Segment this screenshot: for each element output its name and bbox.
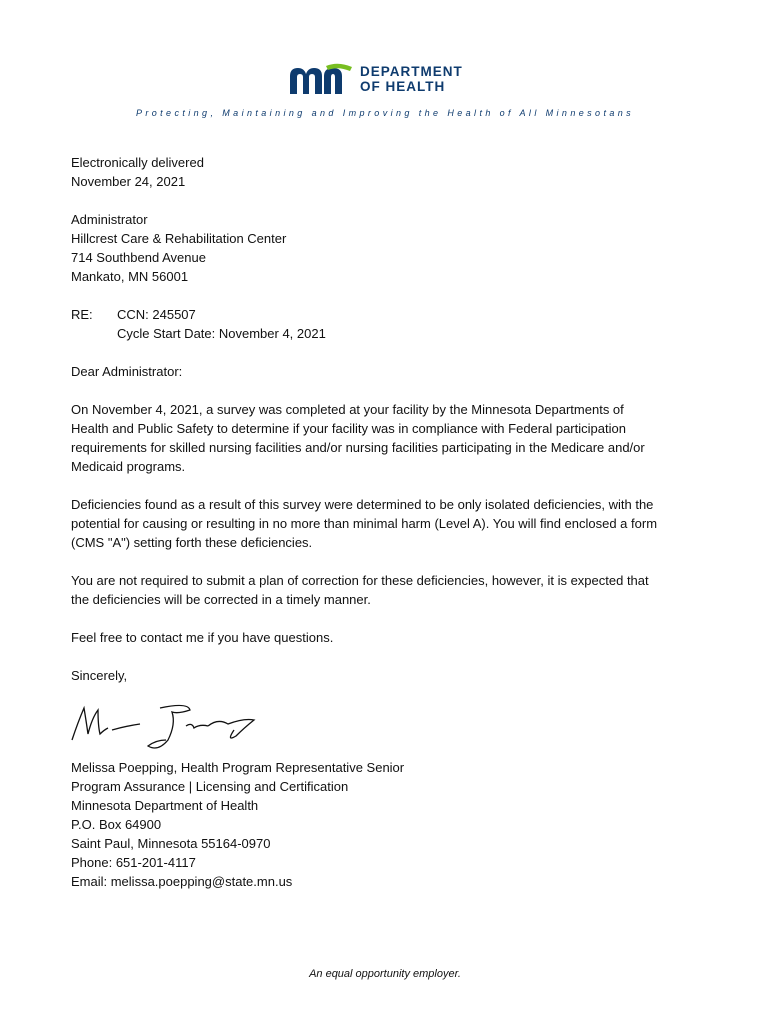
signer-name-title: Melissa Poepping, Health Program Representative Senior — [71, 760, 405, 775]
closing: Sincerely, — [71, 668, 128, 683]
signer-unit: Program Assurance | Licensing and Certification — [71, 779, 349, 794]
handwritten-signature — [68, 700, 268, 756]
paragraph-correction: You are not required to submit a plan of correction for these deficiencies, however, it is expected that the deficiencies will be corrected in a timely manner. — [71, 573, 649, 607]
paragraph-deficiencies: Deficiencies found as a result of this survey were determined to be only isolated deficiencies, with the potential for causing or resulting in no more than minimal harm (Level A). You will find enclosed a form (CMS "A") setting forth these deficiencies. — [71, 497, 658, 550]
signer-email: Email: melissa.poepping@state.mn.us — [71, 874, 293, 889]
delivery-method: Electronically delivered — [71, 155, 204, 170]
department-name: DEPARTMENT OF HEALTH — [360, 64, 463, 94]
salutation: Dear Administrator: — [71, 364, 183, 379]
re-details — [117, 305, 326, 343]
recipient-address: Administrator Hillcrest Care & Rehabilitation Center 714 Southbend Avenue Mankato, MN 56001 — [71, 212, 287, 284]
signature-block — [71, 758, 701, 891]
signer-city: Saint Paul, Minnesota 55164-0970 — [71, 836, 271, 851]
letter-date: November 24, 2021 — [71, 174, 186, 189]
footer-equal-opportunity: An equal opportunity employer. — [309, 968, 461, 980]
re-label: RE: — [71, 307, 93, 322]
signer-phone: Phone: 651-201-4117 — [71, 855, 196, 870]
tagline: Protecting, Maintaining and Improving the Health of All Minnesotans — [135, 108, 635, 118]
signer-agency: Minnesota Department of Health — [71, 798, 259, 813]
ccn: CCN: 245507 — [117, 307, 196, 322]
paragraph-survey: On November 4, 2021, a survey was completed at your facility by the Minnesota Departments of Health and Public Safety to determine if your facility was in compliance with Federal participation requirements for skilled nursing facilities and/or nursing facilities participating in the Medicare and/or Medicaid programs. — [71, 402, 645, 474]
paragraph-contact: Feel free to contact me if you have questions. — [71, 630, 334, 645]
cycle-start-date: Cycle Start Date: November 4, 2021 — [117, 326, 326, 341]
signer-po-box: P.O. Box 64900 — [71, 817, 162, 832]
mdh-logo — [288, 62, 488, 96]
delivery-block — [71, 153, 701, 191]
mn-logo-icon — [288, 62, 356, 96]
